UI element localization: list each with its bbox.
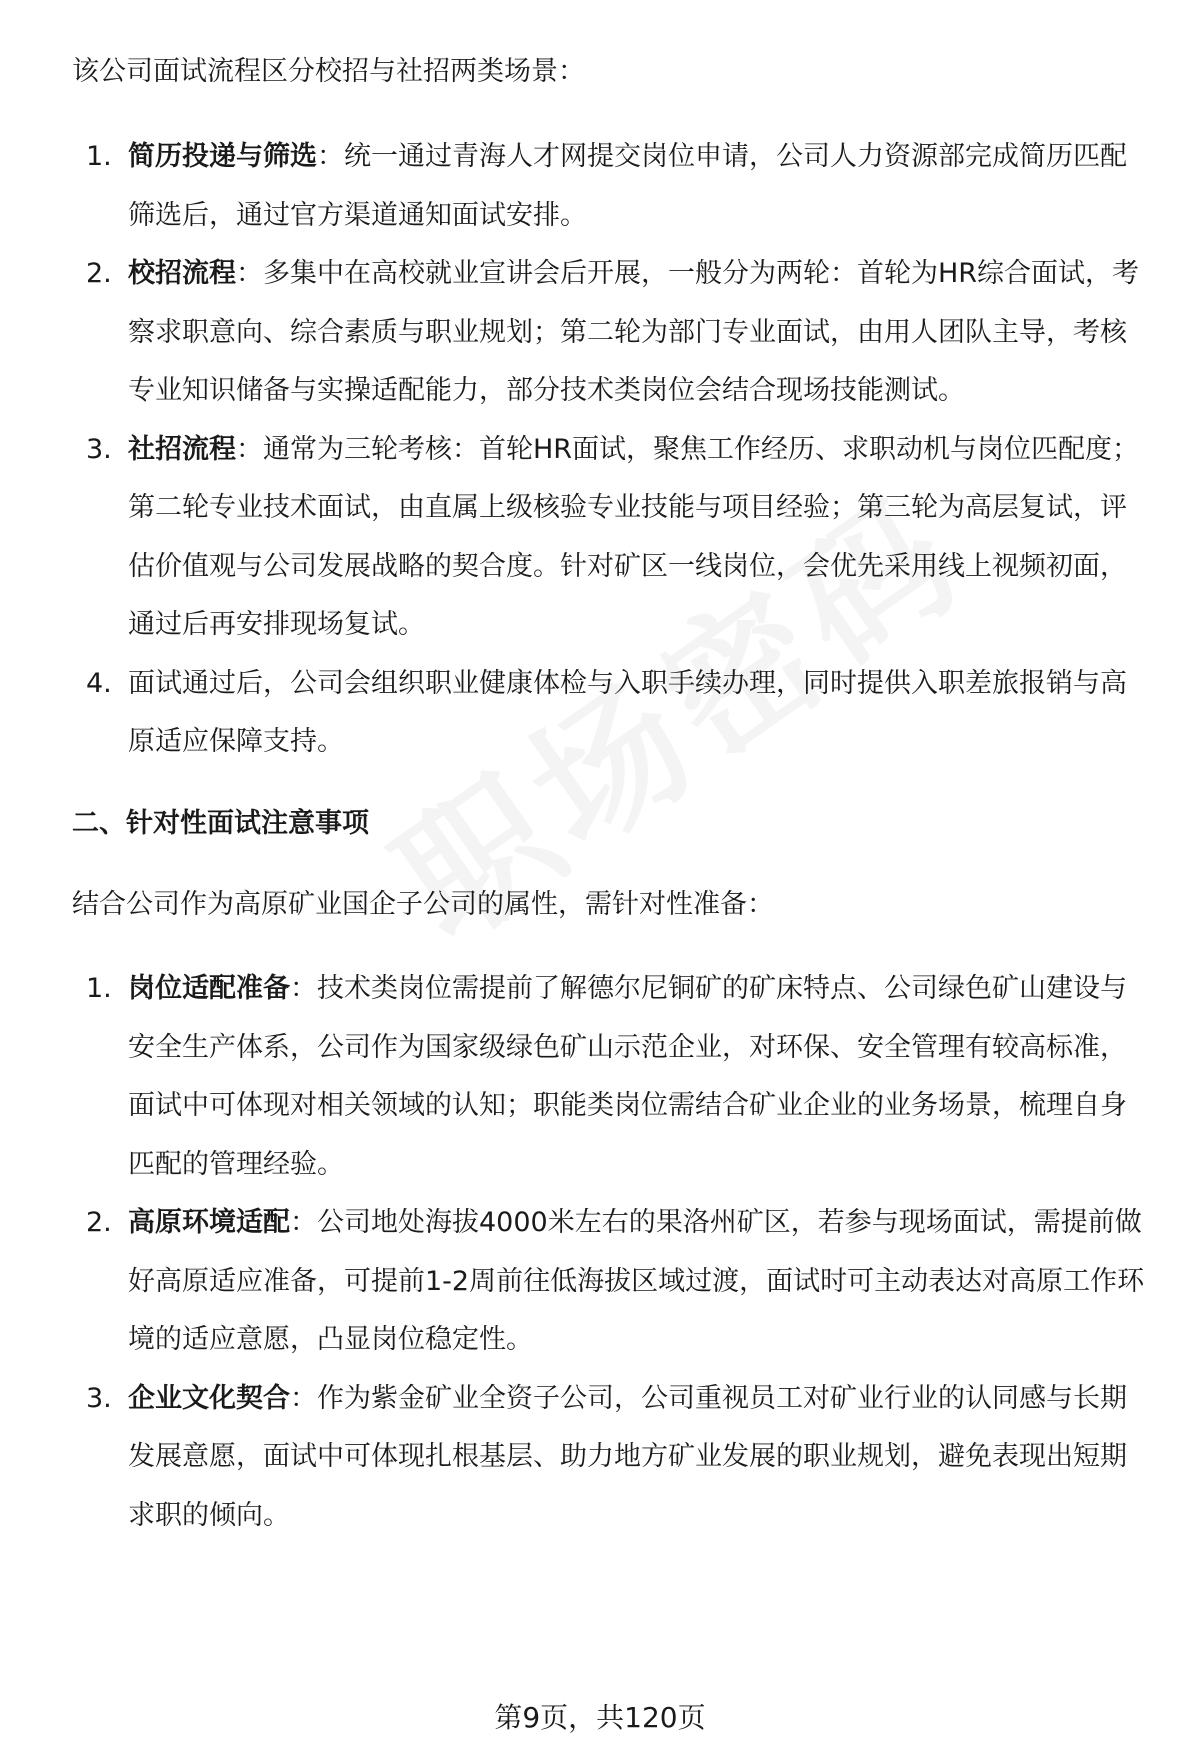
list-item-number: 3. (86, 1382, 112, 1414)
section-heading: 二、针对性面试注意事项 (72, 808, 369, 839)
intro-text: 该公司面试流程区分校招与社招两类场景： (72, 56, 585, 87)
page-number: 第9页，共120页 (494, 1701, 706, 1734)
list-item-title: 简历投递与筛选 (128, 141, 317, 172)
list-item (0, 960, 1200, 1194)
list-item (0, 245, 1200, 421)
interview-tips-list (0, 960, 1200, 1545)
list-item-text: ：多集中在高校就业宣讲会后开展，一般分为两轮：首轮为HR综合面试，考察求职意向、综合素质与职业规划；第二轮为部门专业面试，由用人团队主导，考核专业知识储备与实操适配能力，部分技术类岗位会结合现场技能测试。 (128, 258, 1140, 406)
list-item-number: 3. (86, 433, 112, 465)
list-item (0, 1370, 1200, 1546)
list-item-text: ：公司地处海拔4000米左右的果洛州矿区，若参与现场面试，需提前做好高原适应准备，可提前1-2周前往低海拔区域过渡，面试时可主动表达对高原工作环境的适应意愿，凸显岗位稳定性。 (128, 1207, 1145, 1355)
section-intro-text: 结合公司作为高原矿业国企子公司的属性，需针对性准备： (72, 889, 774, 920)
list-item-title: 高原环境适配 (128, 1207, 290, 1238)
list-item-title: 岗位适配准备 (128, 973, 290, 1004)
list-item-text: 面试通过后，公司会组织职业健康体检与入职手续办理，同时提供入职差旅报销与高原适应保障支持。 (128, 667, 1127, 757)
list-item-text: ：作为紫金矿业全资子公司，公司重视员工对矿业行业的认同感与长期发展意愿，面试中可体现扎根基层、助力地方矿业发展的职业规划，避免表现出短期求职的倾向。 (128, 1382, 1127, 1531)
list-item-number: 2. (86, 1207, 112, 1238)
list-item-text: ：通常为三轮考核：首轮HR面试，聚焦工作经历、求职动机与岗位匹配度；第二轮专业技术面试，由直属上级核验专业技能与项目经验；第三轮为高层复试，评估价值观与公司发展战略的契合度。针对矿区一线岗位，会优先采用线上视频初面，通过后再安排现场复试。 (128, 433, 1140, 640)
list-item-title: 社招流程 (128, 433, 236, 465)
list-item-text: ：技术类岗位需提前了解德尔尼铜矿的矿床特点、公司绿色矿山建设与安全生产体系，公司作为国家级绿色矿山示范企业，对环保、安全管理有较高标准，面试中可体现对相关领域的认知；职能类岗位需结合矿业企业的业务场景，梳理自身匹配的管理经验。 (128, 973, 1127, 1180)
list-item (0, 128, 1200, 245)
list-item-text: ：统一通过青海人才网提交岗位申请，公司人力资源部完成简历匹配筛选后，通过官方渠道通知面试安排。 (128, 141, 1127, 231)
list-item (0, 1194, 1200, 1370)
list-item-title: 校招流程 (128, 258, 236, 289)
list-item-number: 1. (86, 973, 112, 1004)
list-item-number: 1. (86, 141, 112, 172)
list-item (0, 421, 1200, 655)
interview-process-list (0, 128, 1200, 772)
list-item-number: 4. (86, 667, 112, 699)
list-item-title: 企业文化契合 (128, 1382, 290, 1414)
list-item-number: 2. (86, 258, 112, 289)
list-item (0, 655, 1200, 772)
